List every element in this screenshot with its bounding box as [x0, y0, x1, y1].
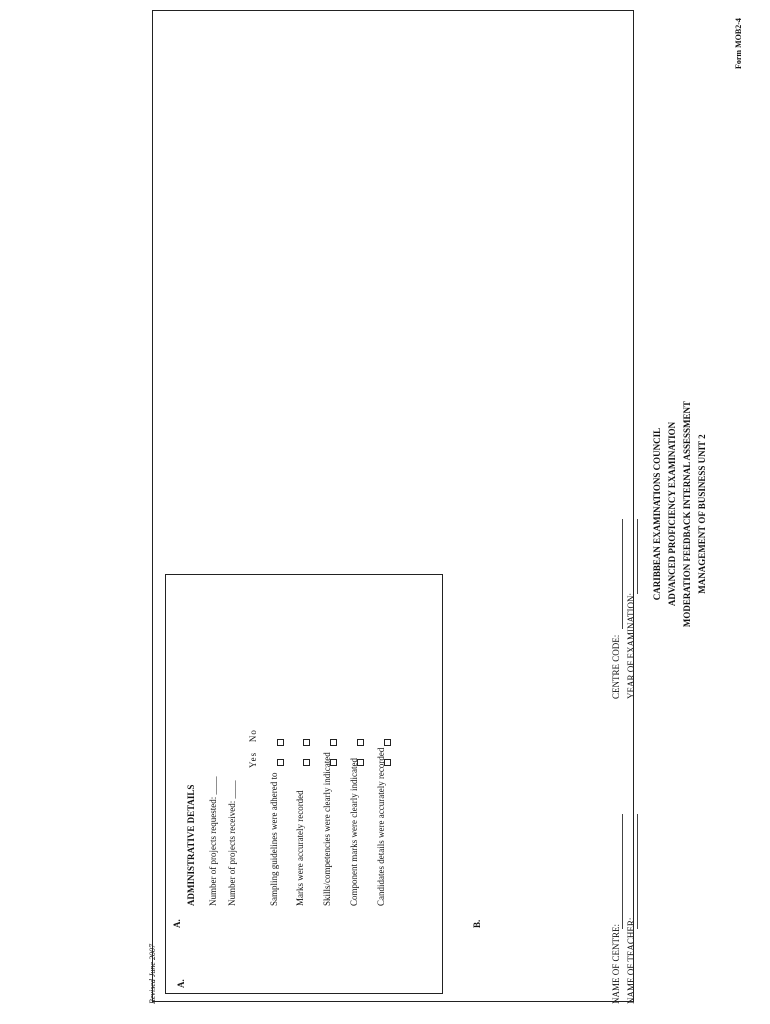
centre-code-label: CENTRE CODE: — [611, 634, 621, 699]
no-label: No — [248, 729, 258, 743]
section-a-letter-2: A. — [176, 979, 186, 988]
section-a-item-3: Skills/competencies were clearly indicated — [322, 752, 332, 906]
header-line-4: MANAGEMENT OF BUSINESS UNIT 2 — [697, 434, 707, 594]
section-a-letter: A. — [172, 919, 182, 928]
header-line-2: ADVANCED PROFICIENCY EXAMINATION — [667, 421, 677, 607]
name-of-centre-label: NAME OF CENTRE: — [611, 923, 621, 1004]
section-a-item-1: Sampling guidelines were adhered to — [269, 772, 279, 906]
name-of-teacher-label: NAME OF TEACHER: — [626, 917, 636, 1004]
projects-received: Number of projects received: ____ — [227, 780, 237, 906]
revised-note: Revised June 2007 — [148, 944, 157, 1004]
section-a-title: ADMINISTRATIVE DETAILS — [186, 784, 196, 906]
projects-requested: Number of projects requested: ____ — [208, 776, 218, 906]
section-a-item-2: Marks were accurately recorded — [295, 790, 305, 906]
header-line-1: CARIBBEAN EXAMINATIONS COUNCIL — [652, 427, 662, 601]
section-a-item-4: Component marks were clearly indicated — [349, 758, 359, 906]
header-line-3: MODERATION FEEDBACK INTERNAL ASSESSMENT — [682, 400, 692, 628]
section-b-letter: B. — [472, 919, 482, 928]
form-code: Form MOB2-4 — [734, 18, 743, 69]
yes-label: Yes — [248, 751, 258, 768]
section-a-item-5: Candidates details were accurately recorded — [376, 747, 386, 906]
year-of-examination-label: YEAR OF EXAMINATION: — [626, 593, 636, 699]
